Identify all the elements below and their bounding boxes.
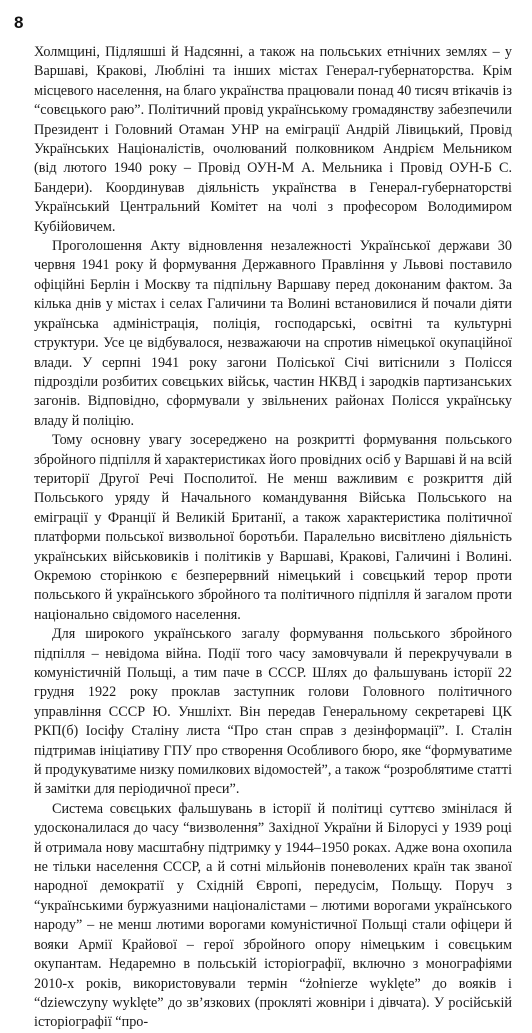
page-number: 8 <box>14 13 24 32</box>
paragraph-1: Холмщині, Підляшші й Надсянні, а також на польських етнічних землях – у Варшаві, Кракові, Любліні та інших містах Генерал-губернаторства. Крім місцевого населення, на благо українства працювали понад 40 тисяч втікачів із “совєцького раю”. Політичний провід українському громадянству забезпечили Президент і Головний Отаман УНР на еміграції Андрій Лівицький, Провід Українських Націоналістів, очолюваний полковником Андрієм Мельником (від лютого 1940 року – Провід ОУН-М А. Мельника і Провід ОУН-Б С. Бандери). Координував діяльність українства в Генерал-губернаторстві Український Центральний Комітет на чолі з професором Володимиром Кубійовичем. <box>34 44 512 235</box>
paragraph-2: Проголошення Акту відновлення незалежності Української держави 30 червня 1941 року й формування Державного Правління у Львові поставило офіційні Берлін і Москву та підпільну Варшаву перед доконаним фактом. За кілька днів у містах і селах Галичини та Волині встановилися й почали діяти українська адміністрація, поліція, господарські, освітні та культурні структури. Усе це відбувалося, незважаючи на спротив німецької окупаційної влади. У серпні 1941 року загони Поліської Січі витіснили з Полісся підрозділи розбитих совєцьких військ, частин НКВД і зародків партизанських загонів. Відповідно, сформували у звільнених районах Полісся українську владу й поліцію. <box>34 238 512 429</box>
paragraph-3: Тому основну увагу зосереджено на розкритті формування польського збройного підпілля й характеристиках його провідних осіб у Варшаві й на всій території Другої Речі Посполитої. Не менш важливим є розкриття дій Польського уряду й Начального командування Війська Польського на еміграції у Франції й Великій Британії, а також характеристика політичної платформи польської визвольної боротьби. Паралельно висвітлено діяльність українських військовиків і політиків у Варшаві, Кракові, Галичині і Волині. Окремою сторінкою є безперервний німецький і совєцький терор проти польського й українського збройного та політичного підпілля й загалом проти національно свідомого населення. <box>34 432 512 623</box>
body-text <box>34 43 512 1033</box>
paragraph-4: Для широкого українського загалу формування польського збройного підпілля – невідома війна. Події того часу замовчували й перекручували в комуністичній Польщі, а тим паче в СССР. Шлях до фальшувань історії 22 грудня 1922 року проклав заступник голови Головного політичного управління СССР Ю. Уншліхт. Він передав Генеральному секретареві ЦК РКП(б) Іосіфу Сталіну листа “Про стан справ з дезінформації”. І. Сталін підтримав ініціативу ГПУ про створення Особливого бюро, яке “формуватиме й продукуватиме низку помилкових відомостей”, а також “розроблятиме статті й замітки для періодичної преси”. <box>34 626 513 798</box>
paragraph-5: Система совєцьких фальшувань в історії й політиці суттєво змінілася й удосконалилася до часу “визволення” Західної України й Білорусі у 1939 році й отримала нову масштабну підтримку у 1944–1950 роках. Адже вона охопила не тільки населення СССР, а й сотні мільйонів поневолених країн так званої народної демократії у Східній Європі, передусім, Польщу. Поруч з “українськими буржуазними націоналістами – лютими ворогами українського народу” – не менш лютими ворогами комуністичної Польщі стали офіцери й вояки Армії Крайової – герої збройного опору німецьким і совєцьким окупантам. Недаремно в польській історіографії, включно з монографіями 2010-х років, використовували термін “żołnierze wyklęte” до вояків і “dziewczyny wyklęte” до зв’язкових (прокляті жовніри і дівчата). У російській історіографії “про- <box>34 800 512 1031</box>
